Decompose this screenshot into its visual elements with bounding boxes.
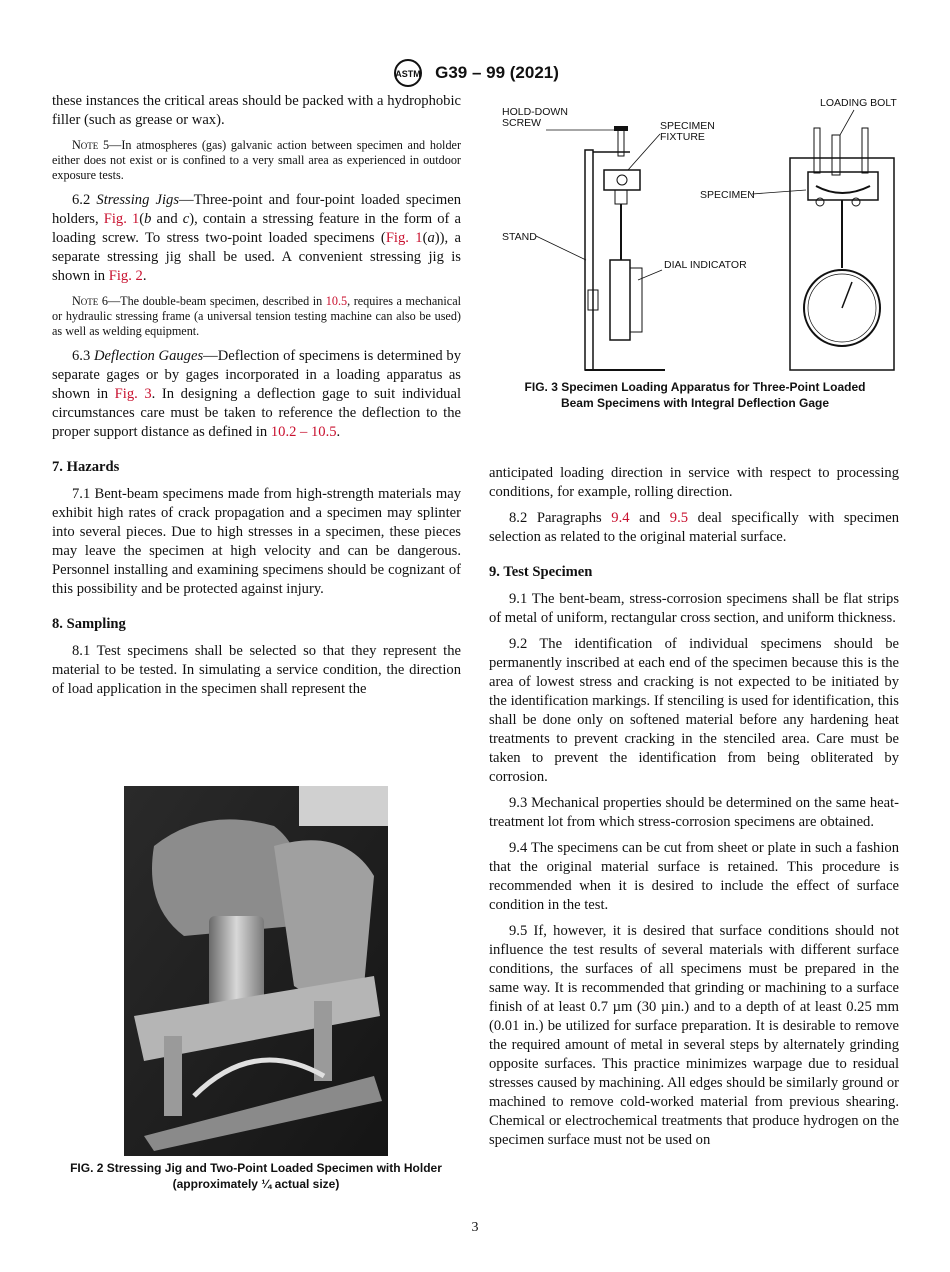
label-loading-bolt: LOADING BOLT: [820, 97, 897, 109]
document-designation: G39 – 99 (2021): [435, 63, 559, 82]
fig2-link[interactable]: Fig. 2: [108, 268, 143, 284]
fig3-link[interactable]: Fig. 3: [114, 386, 152, 402]
heading-test-specimen: 9. Test Specimen: [489, 564, 593, 580]
right-column: [489, 464, 899, 1157]
page-header: [0, 58, 950, 88]
section-9-4: 9.4 The specimens can be cut from sheet or plate in such a fashion that the original material surface is retained. This procedure is recommended when it is desired to include the effect of surface condition in the test.: [489, 840, 899, 913]
fig1-link[interactable]: Fig. 1: [103, 211, 140, 227]
label-specimen-2: SPECIMEN: [700, 189, 755, 201]
note-6: Note 6—The double-beam specimen, described in 10.5, requires a mechanical or hydraulic stressing frame (a universal tension testing machine can also be used) as well as welding equipment.: [52, 294, 461, 338]
ref-9-4-link[interactable]: 9.4: [611, 510, 630, 526]
label-fixture: FIXTURE: [660, 131, 705, 143]
svg-text:ASTM: ASTM: [395, 69, 421, 79]
section-8-1-continuation: anticipated loading direction in service with respect to processing conditions, for example, rolling direction.: [489, 465, 899, 500]
section-7-1: 7.1 Bent-beam specimens made from high-strength materials may exhibit high rates of crack propagation and a specimen may splinter into several pieces. Due to high stresses in a specimen, these pieces may leave the specimen at high velocity and can be dangerous. Personnel installing and examining specimens should be cognizant of this possibility and be protected against injury.: [52, 486, 461, 597]
fig3-apparatus-drawing: [490, 90, 900, 378]
fig3-caption: FIG. 3 Specimen Loading Apparatus for Three-Point Loaded Beam Specimens with Integral Deflection Gage: [524, 380, 866, 410]
section-9-2: 9.2 The identification of individual specimens should be permanently inscribed at each end of the specimen because this is the area of lowest stress and cracking is not expected to be initiated by the identification markings. If stenciling is used for identification, this shall be done only on softened material before any hardening heat treatments to prevent cracking in the stenciled area. Care must be taken to prevent the identification from being obliterated by corrosion.: [489, 636, 899, 785]
note-5: Note 5—In atmospheres (gas) galvanic action between specimen and holder either does not exist or is confined to a very small area as experienced in outdoor exposure tests.: [52, 138, 462, 182]
section-9-5: 9.5 If, however, it is desired that surface conditions should not influence the test results of several materials with different surface conditions, the surfaces of all specimens must be prepared in the same way. It is recommended that grinding or machining to a surface finish of at least 0.7 µm (30 µin.) and to a depth of at least 0.25 mm (0.01 in.) be utilized for surface preparation. It is desirable to remove the required amount of metal in several steps by alternately grinding opposite surfaces. This practice minimizes warpage due to residual stresses caused by machining. All edges should be similarly ground or machined to remove cold-worked material from previous shearing. Chemical or electrochemical treatments that produce hydrogen on the specimen surface must not be used on: [489, 923, 899, 1148]
section-8-1: 8.1 Test specimens shall be selected so that they represent the material to be tested. In simulating a service condition, the direction of load application in the specimen shall represent the: [52, 643, 461, 697]
astm-logo-icon: [391, 58, 425, 88]
section-9-3: 9.3 Mechanical properties should be determined on the same heat-treatment lot from which stress-corrosion specimens are obtained.: [489, 795, 899, 830]
section-9-1: 9.1 The bent-beam, stress-corrosion specimens shall be flat strips of metal of uniform, rectangular cross section, and uniform thickness.: [489, 591, 899, 626]
heading-hazards: 7. Hazards: [52, 459, 120, 475]
ref-10-5-link[interactable]: 10.5: [325, 294, 348, 308]
label-hold-down: HOLD-DOWN: [502, 106, 568, 118]
left-column: [52, 92, 461, 706]
heading-sampling: 8. Sampling: [52, 616, 126, 632]
fig2-caption: FIG. 2 Stressing Jig and Two-Point Loaded Specimen with Holder (approximately ¼ actual size): [70, 1161, 442, 1191]
ref-10-2-link[interactable]: 10.2 – 10.5: [270, 424, 337, 440]
paragraph-continuation: these instances the critical areas should be packed with a hydrophobic filler (such as grease or wax).: [52, 93, 461, 128]
label-dial-indicator: DIAL INDICATOR: [664, 259, 747, 271]
section-6-2: 6.2 Stressing Jigs—Three-point and four-point loaded specimen holders, Fig. 1(b and c), contain a stressing feature in the form of a loading screw. To stress two-point loaded specimens (Fig. 1(a)), a separate stressing jig shall be used. A convenient stressing jig is shown in Fig. 2.: [52, 192, 462, 284]
label-specimen: SPECIMEN: [660, 120, 715, 132]
section-8-2: 8.2 Paragraphs 9.4 and 9.5 deal specifically with specimen selection as related to the original material surface.: [489, 510, 899, 545]
page-number: 3: [471, 1220, 479, 1235]
fig1-link-2[interactable]: Fig. 1: [385, 230, 423, 246]
section-6-3: 6.3 Deflection Gauges—Deflection of specimens is determined by separate gages or by gages incorporated in a loading apparatus as shown in Fig. 3. In designing a deflection gage to suit individual circumstances care must be taken to reference the deflection to the proper support distance as defined in 10.2 – 10.5.: [52, 348, 461, 440]
label-screw: SCREW: [502, 117, 542, 129]
ref-9-5-link[interactable]: 9.5: [669, 510, 689, 526]
fig2-stressing-jig-photo: [124, 786, 388, 1156]
label-stand: STAND: [502, 231, 537, 243]
